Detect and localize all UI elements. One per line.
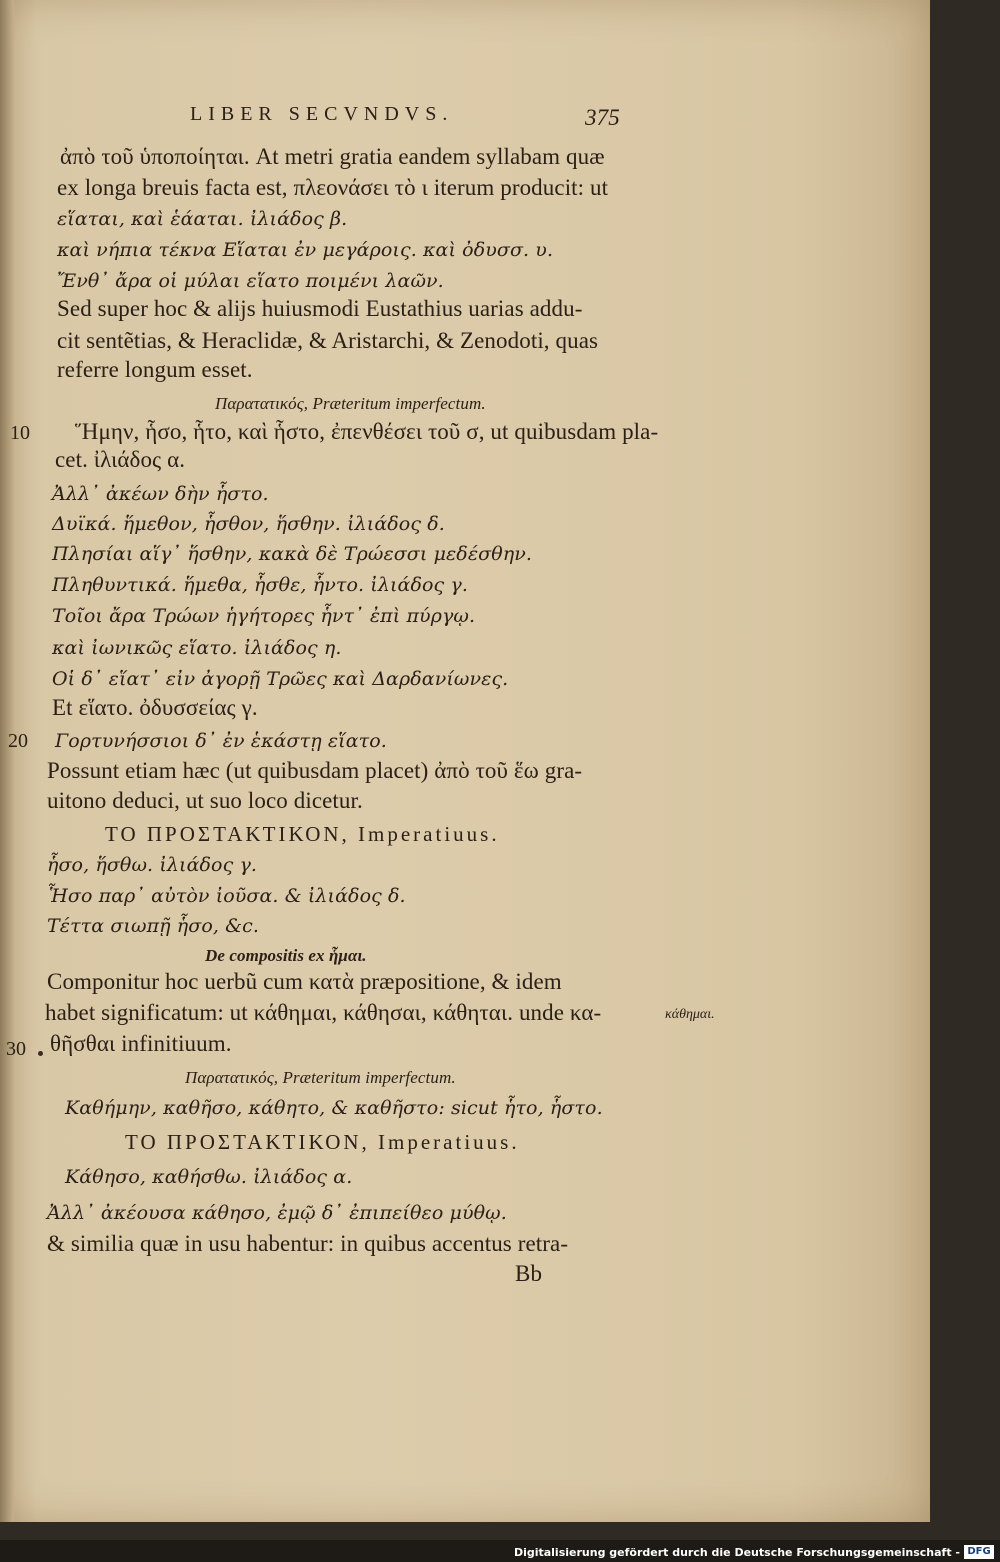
text-line-30: θῆσθαι infinitiuum.	[50, 1031, 232, 1056]
section-heading-imperative-1: ΤΟ ΠΡΟΣΤΑΚΤΙΚΟΝ, Imperatiuus.	[105, 822, 500, 846]
dfg-logo: DFG	[964, 1545, 994, 1559]
text-line-13: Δυϊκά. ἥμεθον, ἧσθον, ἥσθην. ἰλιάδος δ.	[52, 513, 445, 535]
text-line-17: καὶ ἰωνικῶς εἵατο. ἰλιάδος η.	[52, 637, 342, 659]
footer-credit: Digitalisierung gefördert durch die Deutsche Forschungsgemeinschaft -	[513, 1546, 960, 1559]
margin-line-number-10: 10	[10, 422, 30, 444]
text-line-35: Ἀλλ᾽ ἀκέουσα κάθησο, ἐμῷ δ᾽ ἐπιπείθεο μύθῳ.	[47, 1202, 507, 1224]
text-line-19: Et εἵατο. ὀδυσσείας γ.	[52, 695, 258, 720]
text-line-1: ἀπὸ τοῦ ὑποποίηται. At metri gratia eandem syllabam quæ	[60, 144, 605, 169]
text-line-24: ἧσο, ἥσθω. ἰλιάδος γ.	[47, 854, 258, 876]
section-heading-imperfect: Παρατατικός, Præteritum imperfectum.	[215, 394, 486, 413]
signature-mark: Bb	[515, 1261, 543, 1286]
page-number: 375	[585, 105, 620, 130]
text-line-22: uitono deduci, ut suo loco dicetur.	[47, 788, 363, 813]
text-line-18: Οἱ δ᾽ εἵατ᾽ εἰν ἀγορῇ Τρῶες καὶ Δαρδανίωνες.	[52, 668, 509, 690]
text-line-7: cit sentẽtias, & Heraclidæ, & Aristarchi, & Zenodoti, quas	[57, 328, 599, 353]
text-line-11: cet. ἰλιάδος α.	[55, 447, 186, 472]
text-line-12: Ἀλλ᾽ ἀκέων δὴν ἧστο.	[52, 483, 269, 505]
text-line-16: Τοῖοι ἄρα Τρώων ἡγήτορες ἧντ᾽ ἐπὶ πύργῳ.	[52, 605, 476, 627]
text-line-3: εἵαται, καὶ ἑάαται. ἰλιάδος β.	[57, 208, 348, 230]
margin-line-number-20: 20	[8, 730, 28, 752]
text-line-21: Possunt etiam hæc (ut quibusdam placet) ἀπὸ τοῦ ἕω gra-	[47, 758, 583, 783]
text-line-5: Ἔνθ᾽ ἄρα οἱ μύλαι εἵατο ποιμένι λαῶν.	[57, 270, 444, 292]
running-title: LIBER SECVNDVS.	[190, 103, 454, 125]
text-line-20: Γορτυνήσσιοι δ᾽ ἐν ἑκάστῃ εἵατο.	[55, 730, 387, 752]
section-heading-imperative-2: ΤΟ ΠΡΟΣΤΑΚΤΙΚΟΝ, Imperatiuus.	[125, 1130, 520, 1154]
page-gutter-edge	[0, 0, 14, 1522]
text-line-29: habet significatum: ut κάθημαι, κάθησαι, κάθηται. unde κα-	[45, 1000, 602, 1025]
section-heading-compositis: De compositis ex ἧμαι.	[205, 946, 367, 965]
text-line-14: Πλησίαι αἵγ᾽ ἥσθην, κακὰ δὲ Τρώεσσι μεδέσθην.	[52, 543, 533, 565]
text-line-8: referre longum esset.	[57, 357, 253, 382]
text-line-6: Sed super hoc & alijs huiusmodi Eustathius uarias addu-	[57, 296, 583, 321]
margin-note: κάθημαι.	[665, 1007, 715, 1022]
text-line-34: Κάθησο, καθήσθω. ἰλιάδος α.	[65, 1166, 353, 1188]
text-line-32: Καθήμην, καθῆσο, κάθητο, & καθῆστο: sicut ἧτο, ἧστο.	[65, 1097, 603, 1119]
text-line-28: Componitur hoc uerbũ cum κατὰ præpositione, & idem	[47, 969, 562, 994]
text-line-26: Τέττα σιωπῇ ἧσο, &c.	[47, 915, 260, 937]
ink-dot	[38, 1051, 43, 1056]
text-line-10: Ἥμην, ἧσο, ἧτο, καὶ ἧστο, ἐπενθέσει τοῦ σ, ut quibusdam pla-	[75, 419, 659, 444]
text-line-25: Ἧσο παρ᾽ αὐτὸν ἰοῦσα. & ἰλιάδος δ.	[47, 885, 406, 907]
margin-line-number-30: 30	[6, 1038, 26, 1060]
text-line-36: & similia quæ in usu habentur: in quibus accentus retra-	[47, 1231, 569, 1256]
section-heading-imperfect-2: Παρατατικός, Præteritum imperfectum.	[185, 1068, 456, 1087]
text-line-2: ex longa breuis facta est, πλεονάσει τὸ ι iterum producit: ut	[57, 175, 609, 200]
text-line-4: καὶ νήπια τέκνα Εἵαται ἐν μεγάροις. καὶ ὀδυσσ. υ.	[57, 239, 554, 261]
text-line-15: Πληθυντικά. ἥμεθα, ἧσθε, ἧντο. ἰλιάδος γ.	[52, 574, 468, 596]
